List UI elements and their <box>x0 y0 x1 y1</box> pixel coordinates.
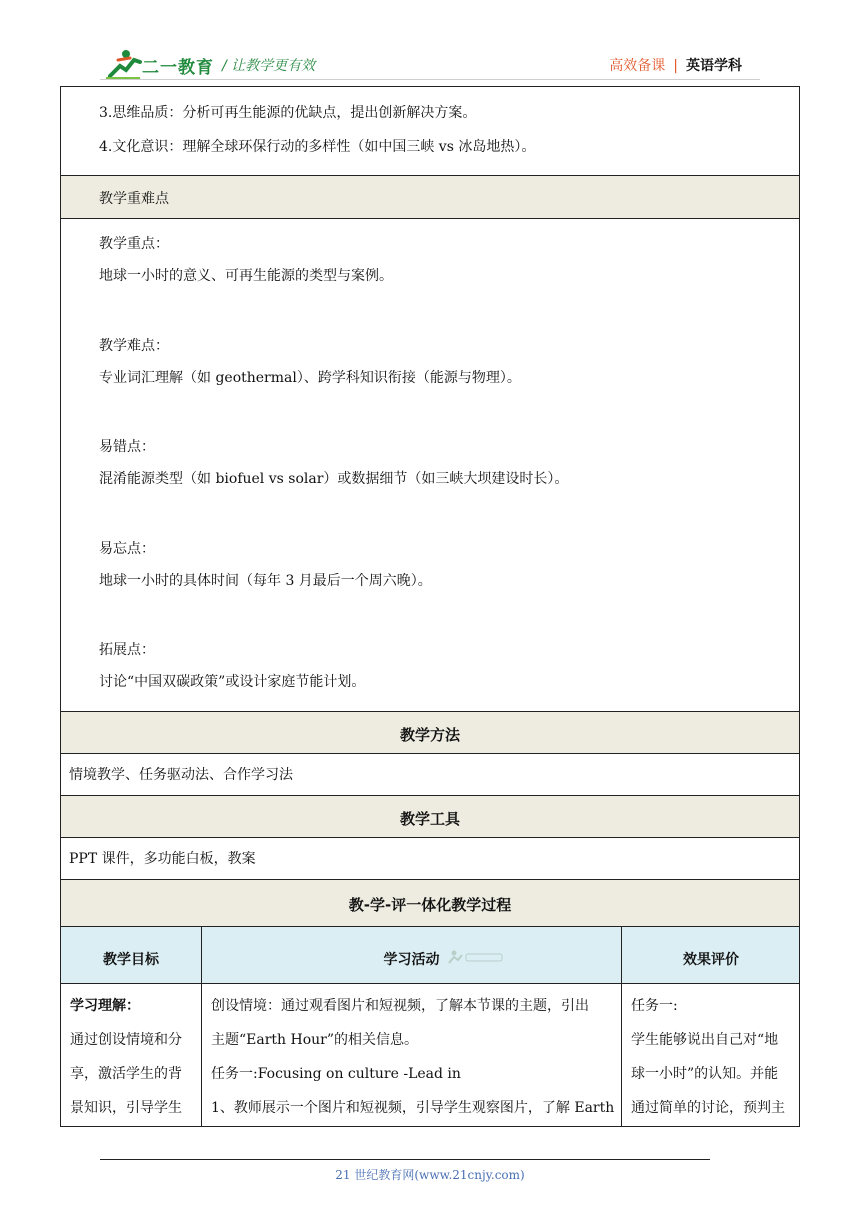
brand-name: 二一教育 <box>142 58 214 78</box>
col-activity-header: 学习活动 <box>383 952 440 968</box>
key-points-header-row <box>60 176 800 219</box>
page-header <box>0 0 860 86</box>
eval-line: 任务一: <box>631 998 678 1014</box>
tools-row <box>60 838 800 880</box>
watermark-logo-icon <box>448 949 506 965</box>
key-points-header: 教学重难点 <box>99 191 169 207</box>
eval-line: 学生能够说出自己对“地 <box>631 1032 779 1048</box>
header-label-subject: 英语学科 <box>686 58 742 74</box>
process-content-row <box>60 984 800 1127</box>
col-goal-header-cell <box>61 927 201 983</box>
forget-label: 易忘点： <box>99 541 155 557</box>
eval-line: 通过简单的讨论，预判主 <box>631 1100 785 1116</box>
activity-cell <box>202 984 621 1126</box>
goal-cell <box>61 984 201 1126</box>
activity-line: 1、教师展示一个图片和短视频，引导学生观察图片，了解 Earth <box>211 1100 615 1116</box>
tools-header-row <box>60 796 800 838</box>
goal-line: 通过创设情境和分 <box>70 1032 182 1048</box>
eval-line: 球一小时”的认知。并能 <box>631 1066 779 1082</box>
tools-text: PPT 课件，多功能白板，教案 <box>69 851 256 867</box>
header-subject <box>609 55 742 75</box>
activity-line: 创设情境：通过观看图片和短视频，了解本节课的主题，引出 <box>211 998 589 1014</box>
error-label: 易错点： <box>99 439 155 455</box>
goal-title: 学习理解： <box>70 998 140 1014</box>
focus-label: 教学重点： <box>99 236 169 252</box>
methods-text: 情境教学、任务驱动法、合作学习法 <box>69 767 293 783</box>
extend-text: 讨论“中国双碳政策”或设计家庭节能计划。 <box>99 674 366 690</box>
brand-slogan: / 让教学更有效 <box>222 58 316 74</box>
objective-culture: 4.文化意识：理解全球环保行动的多样性（如中国三峡 vs 冰岛地热）。 <box>99 139 536 155</box>
header-divider <box>100 79 760 80</box>
footer-divider <box>100 1159 710 1160</box>
methods-header: 教学方法 <box>399 726 460 744</box>
objectives-row <box>60 86 800 176</box>
difficulty-label: 教学难点： <box>99 338 169 354</box>
goal-line: 享，激活学生的背 <box>70 1066 182 1082</box>
goal-line: 景知识，引导学生 <box>70 1100 182 1116</box>
forget-text: 地球一小时的具体时间（每年 3 月最后一个周六晚）。 <box>99 573 432 589</box>
col-goal-header: 教学目标 <box>103 952 159 968</box>
methods-row <box>60 754 800 796</box>
col-activity-header-cell <box>202 927 621 983</box>
process-header: 教-学-评一体化教学过程 <box>348 896 512 914</box>
activity-line: 主题“Earth Hour”的相关信息。 <box>211 1032 419 1048</box>
process-column-headers <box>60 927 800 984</box>
methods-header-row <box>60 712 800 754</box>
col-eval-header: 效果评价 <box>683 952 739 968</box>
activity-line: 任务一:Focusing on culture -Lead in <box>211 1066 461 1082</box>
header-separator: | <box>673 58 678 74</box>
key-points-body <box>60 219 800 712</box>
process-header-row <box>60 880 800 927</box>
error-text: 混淆能源类型（如 biofuel vs solar）或数据细节（如三峡大坝建设时长）。 <box>99 471 569 487</box>
objective-thinking: 3.思维品质：分析可再生能源的优缺点，提出创新解决方案。 <box>99 105 477 121</box>
footer-source: 21 世纪教育网(www.21cnjy.com) <box>335 1168 525 1182</box>
header-label-prep: 高效备课 <box>609 58 666 74</box>
extend-label: 拓展点： <box>99 642 155 658</box>
eval-cell <box>622 984 800 1126</box>
focus-text: 地球一小时的意义、可再生能源的类型与案例。 <box>99 268 393 284</box>
tools-header: 教学工具 <box>399 810 460 828</box>
col-eval-header-cell <box>622 927 800 983</box>
difficulty-text: 专业词汇理解（如 geothermal）、跨学科知识衔接（能源与物理）。 <box>99 370 521 386</box>
